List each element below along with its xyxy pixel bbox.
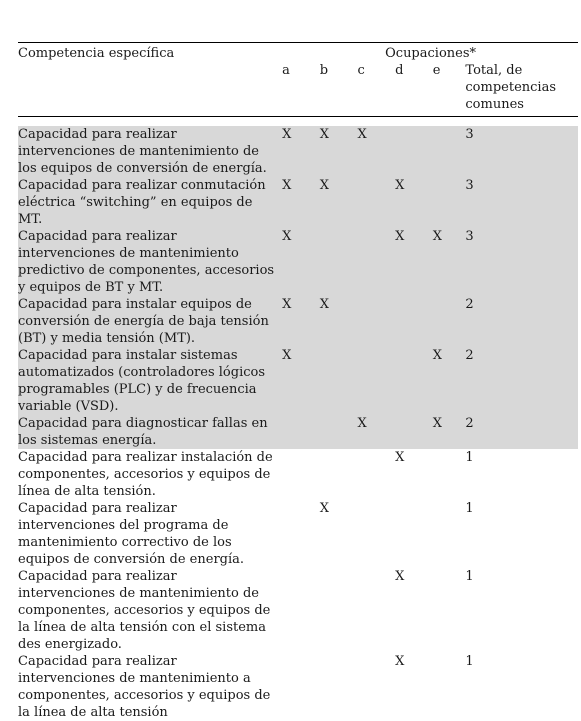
table-row [18,296,578,347]
table-body [18,117,578,721]
mark-cell-d: X [390,449,428,500]
total-cell: 2 [465,296,578,347]
mark-cell-d: X [390,228,428,296]
header-row [18,43,578,63]
mark-cell-c [352,296,390,347]
competencia-cell: Capacidad para realizar intervenciones del programa de mantenimiento correctivo de los equipos de conversión de energía. [18,500,277,568]
competencia-cell: Capacidad para instalar equipos de conversión de energía de baja tensión (BT) y media tensión (MT). [18,296,277,347]
table-row [18,415,578,449]
header-ocupaciones: Ocupaciones* [277,43,578,63]
header-col-e: e [428,62,466,117]
mark-cell-b: X [315,126,353,177]
table-row [18,449,578,500]
mark-cell-e [428,653,466,721]
header-competencia: Competencia específica [18,43,277,63]
table-row [18,347,578,415]
total-cell: 3 [465,228,578,296]
competencia-cell: Capacidad para instalar sistemas automatizados (controladores lógicos programables (PLC) y de frecuencia variable (VSD). [18,347,277,415]
header-col-d: d [390,62,428,117]
mark-cell-e [428,177,466,228]
mark-cell-e: X [428,347,466,415]
mark-cell-b: X [315,177,353,228]
competencia-cell: Capacidad para realizar instalación de componentes, accesorios y equipos de línea de alta tensión. [18,449,277,500]
mark-cell-c [352,653,390,721]
mark-cell-a: X [277,126,315,177]
total-cell: 1 [465,568,578,653]
mark-cell-b [315,347,353,415]
mark-cell-e [428,126,466,177]
mark-cell-c [352,228,390,296]
mark-cell-a [277,415,315,449]
mark-cell-a: X [277,296,315,347]
mark-cell-a: X [277,347,315,415]
mark-cell-b [315,228,353,296]
mark-cell-c [352,568,390,653]
spacer-cell [18,117,578,127]
mark-cell-e [428,568,466,653]
mark-cell-c [352,500,390,568]
competencia-cell: Capacidad para realizar intervenciones de mantenimiento a componentes, accesorios y equipos de la línea de alta tensión [18,653,277,721]
header-empty [18,62,277,117]
mark-cell-a: X [277,177,315,228]
table-row [18,228,578,296]
mark-cell-b: X [315,500,353,568]
mark-cell-e [428,296,466,347]
mark-cell-c [352,347,390,415]
mark-cell-b: X [315,296,353,347]
mark-cell-b [315,449,353,500]
total-cell: 3 [465,126,578,177]
total-cell: 1 [465,500,578,568]
competencia-cell: Capacidad para realizar intervenciones de mantenimiento de los equipos de conversión de energía. [18,126,277,177]
header-total: Total, de competencias comunes [465,62,578,117]
mark-cell-a [277,568,315,653]
mark-cell-c: X [352,415,390,449]
mark-cell-c: X [352,126,390,177]
mark-cell-d [390,126,428,177]
mark-cell-c [352,449,390,500]
mark-cell-b [315,653,353,721]
mark-cell-a: X [277,228,315,296]
mark-cell-d: X [390,177,428,228]
mark-cell-d: X [390,653,428,721]
header-col-a: a [277,62,315,117]
mark-cell-d [390,296,428,347]
total-cell: 3 [465,177,578,228]
table-row [18,500,578,568]
mark-cell-e: X [428,415,466,449]
competencia-cell: Capacidad para realizar intervenciones de mantenimiento de componentes, accesorios y equipos de la línea de alta tensión con el sistema des energizado. [18,568,277,653]
mark-cell-b [315,568,353,653]
header-col-c: c [352,62,390,117]
mark-cell-e [428,449,466,500]
mark-cell-a [277,653,315,721]
subheader-row [18,62,578,117]
competencia-cell: Capacidad para diagnosticar fallas en los sistemas energía. [18,415,277,449]
mark-cell-d [390,500,428,568]
mark-cell-e: X [428,228,466,296]
table-row [18,568,578,653]
header-col-b: b [315,62,353,117]
table-row [18,126,578,177]
competencia-cell: Capacidad para realizar conmutación eléctrica “switching” en equipos de MT. [18,177,277,228]
mark-cell-a [277,500,315,568]
mark-cell-a [277,449,315,500]
total-cell: 2 [465,347,578,415]
mark-cell-b [315,415,353,449]
spacer-row [18,117,578,127]
competencia-cell: Capacidad para realizar intervenciones de mantenimiento predictivo de componentes, accesorios y equipos de BT y MT. [18,228,277,296]
competencias-table [18,42,578,721]
total-cell: 1 [465,449,578,500]
mark-cell-e [428,500,466,568]
mark-cell-d [390,347,428,415]
mark-cell-c [352,177,390,228]
total-cell: 2 [465,415,578,449]
mark-cell-d: X [390,568,428,653]
table-row [18,653,578,721]
mark-cell-d [390,415,428,449]
table-row [18,177,578,228]
total-cell: 1 [465,653,578,721]
